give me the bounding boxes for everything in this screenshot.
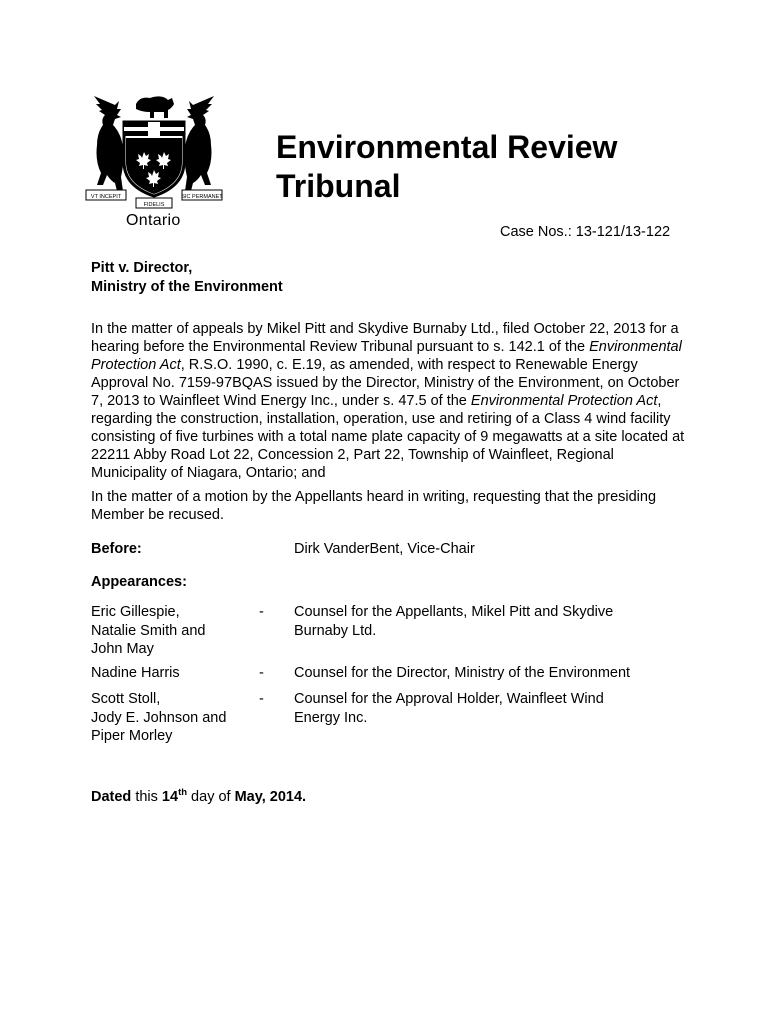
motto-left: VT INCEPIT <box>90 194 122 200</box>
act-name-1: Environmental Protection Act <box>91 339 682 373</box>
para1-text-3: , regarding the construction, installation, operation, use and retiring of a Class 4 wind facility consisting of five turbines with a total name plate capacity of 9 megawatts at a site located at 22211 Abby Road Lot 22, Concession 2, Part 22, Township of Wainfleet, Regional Municipality of Niagara, Ontario; and <box>91 393 685 481</box>
appearance-dash-1: - <box>259 604 264 620</box>
before-value: Dirk VanderBent, Vice-Chair <box>294 541 475 557</box>
page-title <box>276 128 716 206</box>
matter-paragraph-motion: In the matter of a motion by the Appellants heard in writing, requesting that the presiding Member be recused. <box>91 489 657 523</box>
case-parties <box>91 259 283 297</box>
dated-this: this <box>131 789 162 805</box>
dated-word: Dated <box>91 789 132 805</box>
case-number: Case Nos.: 13-121/13-122 <box>500 224 671 240</box>
appearances-label: Appearances: <box>91 574 187 590</box>
dated-day-suffix: th <box>178 787 188 798</box>
dated-line <box>91 787 306 807</box>
coat-of-arms-graphic <box>84 92 224 210</box>
dated-day-of: day of <box>187 789 235 805</box>
counsel-name: Scott Stoll, <box>91 691 161 707</box>
role-line: Counsel for the Director, Ministry of the Environment <box>294 665 631 681</box>
province-name: Ontario <box>126 212 181 229</box>
before-label: Before: <box>91 541 142 557</box>
role-line: Counsel for the Appellants, Mikel Pitt and Skydive <box>294 604 614 620</box>
appearance-dash-2: - <box>259 665 264 681</box>
para1-text-1: In the matter of appeals by Mikel Pitt and Skydive Burnaby Ltd., filed October 22, 2013 for a hearing before the Environmental Review Tribunal pursuant to s. 142.1 of the <box>91 321 679 355</box>
counsel-name: Eric Gillespie, <box>91 604 180 620</box>
dated-month-year: May, 2014. <box>234 789 307 805</box>
motto-right: SIC PERMANET <box>181 194 223 200</box>
dated-day: 14 <box>161 789 179 805</box>
appearance-role-1 <box>294 603 694 640</box>
counsel-name: Nadine Harris <box>91 665 180 681</box>
counsel-name: Natalie Smith and <box>91 622 206 639</box>
ontario-coat-of-arms-logo <box>84 92 224 232</box>
parties-line-1: Pitt v. Director, <box>91 260 193 276</box>
motto-center: FIDELIS <box>143 202 165 208</box>
appearance-role-3 <box>294 690 694 727</box>
counsel-name: John May <box>91 641 154 657</box>
role-line: Burnaby Ltd. <box>294 622 377 639</box>
appearance-names-3 <box>91 690 261 746</box>
appearance-names-2 <box>91 664 261 683</box>
role-line: Counsel for the Approval Holder, Wainfleet Wind <box>294 691 604 707</box>
title-line-1: Environmental Review <box>276 129 618 165</box>
title-line-2: Tribunal <box>276 168 401 204</box>
counsel-name: Jody E. Johnson and <box>91 709 227 726</box>
para1-text-2: , R.S.O. 1990, c. E.19, as amended, with respect to Renewable Energy Approval No. 7159-97BQAS issued by the Director, Ministry of the Environment, on October 7, 2013 to Wainfleet Wind Energy Inc., under s. 47.5 of the <box>91 357 680 409</box>
counsel-name: Piper Morley <box>91 728 173 744</box>
parties-line-2: Ministry of the Environment <box>91 279 283 295</box>
role-line: Energy Inc. <box>294 709 368 726</box>
appearance-dash-3: - <box>259 691 264 707</box>
act-name-2: Environmental Protection Act <box>470 393 658 409</box>
matter-paragraph-appeals <box>91 320 691 482</box>
appearance-names-1 <box>91 603 261 659</box>
appearance-role-2 <box>294 664 694 683</box>
